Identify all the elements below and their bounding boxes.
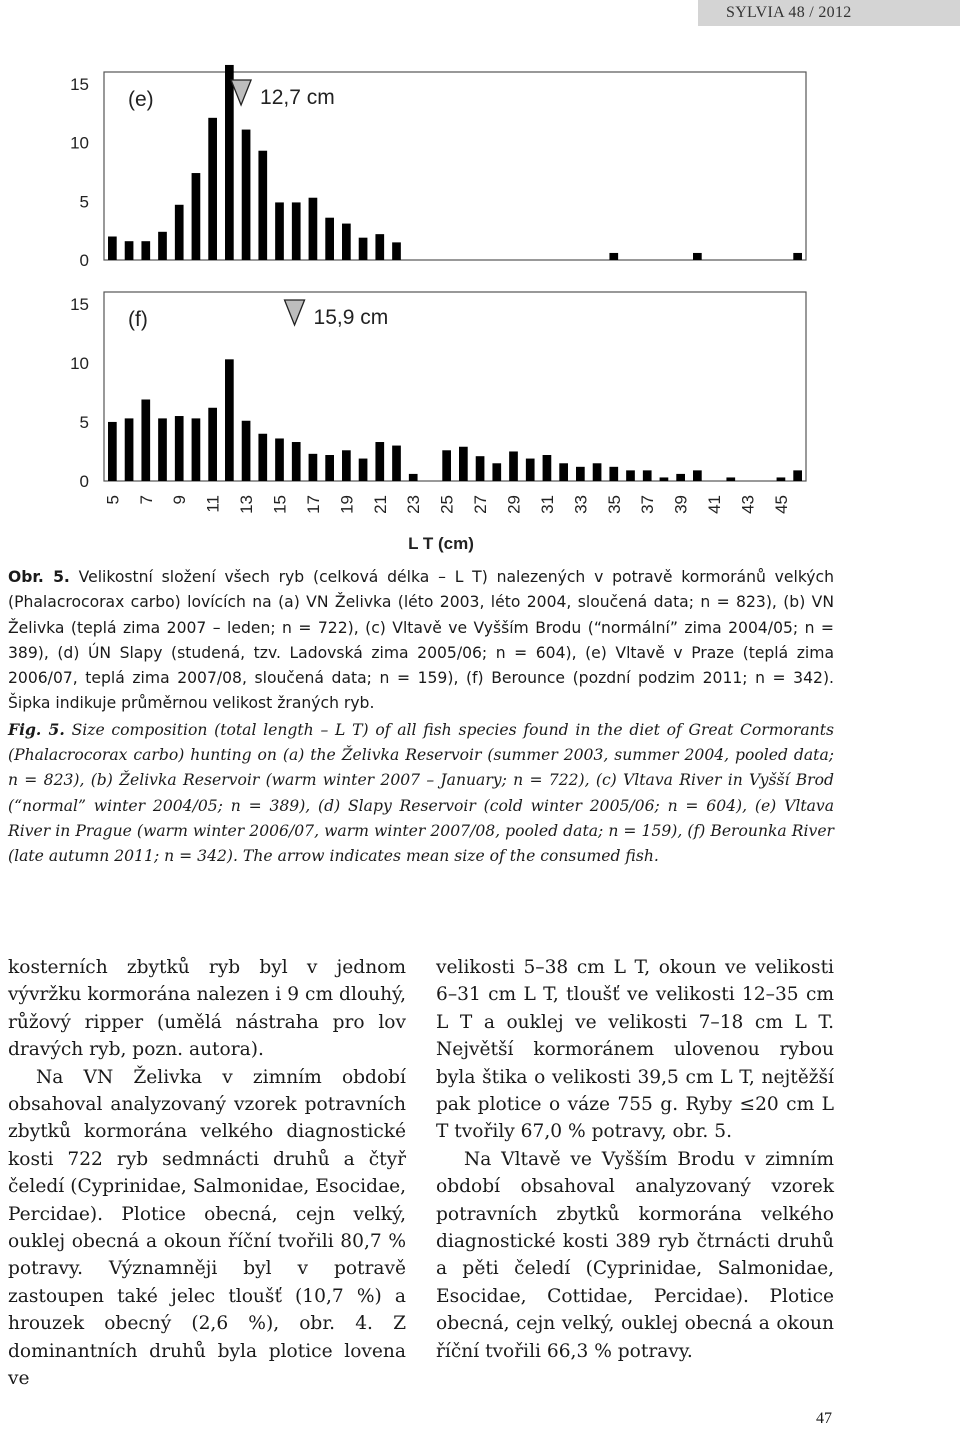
y-tick-label: 0 — [79, 472, 89, 491]
figure-caption — [8, 565, 834, 870]
x-tick-label: 23 — [404, 495, 424, 514]
bar — [192, 418, 201, 481]
caption-en-text: Size composition (total length – L T) of all fish species found in the diet of Great Cormorants (Phalacrocorax carbo) hunting on (a) the Želivka Reservoir (summer 2003, summer 2004, pooled data; n = 823), (b) Želivka Reservoir (warm winter 2007 – January; n = 722), (c) Vltava River in Vyšší Brod (“normal” winter 2004/05; n = 389), (d) Slapy Reservoir (cold winter 2005/06; n = 604), (e) Vltava River in Prague (warm winter 2006/07, warm winter 2007/08, pooled data; n = 159), (f) Berounka River (late autumn 2011; n = 342). The arrow indicates mean size of the consumed fish. — [8, 720, 834, 866]
bar — [275, 438, 284, 481]
bar — [626, 470, 635, 481]
bar — [309, 454, 318, 481]
body-paragraph: Na Vltavě ve Vyšším Brodu v zimním období obsahoval analyzovaný vzorek potravních zbytků kormorána velkého diagnostické kosti 389 ryb čtrnácti druhů a pěti čeledí (Cyprinidae, Salmonidae, Esocidae, Cottidae, Percidae). Plotice obecná, cejn velký, ouklej obecná a okoun říční tvořili 66,3 % potravy. — [436, 1148, 834, 1362]
chart-f — [70, 292, 806, 553]
y-tick-label: 5 — [79, 192, 89, 212]
x-tick-label: 5 — [103, 495, 123, 505]
y-tick-label: 10 — [70, 353, 89, 373]
mean-arrow-icon — [285, 300, 305, 325]
bar — [175, 416, 184, 481]
bar — [258, 151, 267, 260]
x-tick-label: 21 — [370, 495, 390, 514]
bar — [375, 442, 384, 481]
x-tick-label: 11 — [203, 495, 223, 513]
body-column-left — [8, 954, 406, 1393]
bar — [309, 198, 318, 260]
bar — [208, 118, 217, 260]
body-paragraph: kosterních zbytků ryb byl v jednom vývržku kormorána nalezen i 9 cm dlouhý, růžový ripper (umělá nástraha pro lov dravých ryb, pozn. autora). — [8, 957, 406, 1061]
bar — [125, 241, 134, 260]
bar — [576, 467, 585, 481]
x-tick-label: 7 — [136, 495, 156, 505]
y-tick-label: 5 — [79, 412, 89, 432]
bar — [392, 242, 401, 260]
bar — [409, 474, 418, 481]
bar — [793, 253, 802, 260]
caption-en-label: Fig. 5. — [8, 719, 65, 739]
caption-cz-text: Velikostní složení všech ryb (celková délka – L T) nalezených v potravě kormoránů velkých (Phalacrocorax carbo) lovících na (a) VN Želivka (léto 2003, léto 2004, sloučená data; n = 823), (b) VN Želivka (teplá zima 2007 – leden; n = 722), (c) Vltavě ve Vyšším Brodu (“normální” zima 2004/05; n = 389), (d) ÚN Slapy (studená, tzv. Ladovská zima 2005/06; n = 604), (e) Vltavě v Praze (teplá zima 2006/07, teplá zima 2007/08, sloučená data; n = 159), (f) Berounce (pozdní podzim 2011; n = 342). Šipka indikuje průměrnou velikost žraných ryb. — [8, 568, 834, 713]
bar — [359, 238, 368, 260]
x-tick-label: 29 — [504, 495, 524, 514]
bar — [325, 455, 334, 481]
bar — [108, 422, 117, 481]
mean-arrow-icon — [231, 80, 251, 105]
caption-cz-label: Obr. 5. — [8, 568, 70, 586]
chart-e — [70, 65, 806, 270]
body-paragraph: velikosti 5–38 cm L T, okoun ve velikosti 6–31 cm L T, tloušť ve velikosti 12–35 cm L T a ouklej ve velikosti 7–18 cm L T. Největší kormoránem ulovenou rybou byla štika o velikosti 39,5 cm L T, nejtěžší pak plotice o váze 755 g. Ryby ≤20 cm L T tvořily 67,0 % potravy, obr. 5. — [436, 957, 834, 1143]
bar — [543, 455, 552, 481]
body-paragraph: Na VN Želivka v zimním období obsahoval analyzovaný vzorek potravních zbytků kormorána velkého diagnostické kosti 722 ryb sedmnácti druhů a čtyř čeledí (Cyprinidae, Salmonidae, Esocidae, Percidae). Plotice obecná, cejn velký, ouklej obecná a okoun říční tvořili 80,7 % potravy. Významněji byl v potravě zastoupen také jelec tloušť (10,7 %) a hrouzek obecný (2,6 %), obr. 4. Z dominantních druhů byla plotice lovena ve — [8, 1066, 406, 1390]
body-column-right — [436, 954, 834, 1365]
x-tick-label: 17 — [303, 495, 323, 514]
x-axis-label: L T (cm) — [408, 534, 474, 553]
x-tick-label: 45 — [771, 495, 791, 514]
y-tick-label: 0 — [79, 251, 89, 270]
bar — [192, 173, 201, 260]
bar — [526, 459, 535, 481]
bar — [660, 477, 669, 481]
bar — [242, 421, 251, 481]
bar — [158, 418, 167, 481]
y-tick-label: 15 — [70, 74, 89, 94]
bar — [375, 234, 384, 260]
x-tick-label: 31 — [537, 495, 557, 514]
bar — [258, 434, 267, 481]
panel-label: (f) — [128, 308, 148, 331]
x-tick-label: 25 — [437, 495, 457, 514]
bar — [476, 456, 485, 481]
bar — [275, 202, 284, 260]
x-tick-label: 41 — [705, 495, 725, 514]
bar — [559, 463, 568, 481]
x-tick-label: 39 — [671, 495, 691, 514]
x-tick-label: 43 — [738, 495, 758, 514]
bar — [325, 218, 334, 260]
bar — [225, 65, 234, 260]
bar — [175, 205, 184, 260]
x-tick-label: 27 — [471, 495, 491, 514]
bar — [509, 451, 518, 481]
bar — [609, 467, 618, 481]
bar — [442, 450, 451, 481]
bar — [125, 418, 134, 481]
x-tick-label: 35 — [604, 495, 624, 514]
bar — [342, 224, 351, 260]
bar — [593, 463, 602, 481]
panel-label: (e) — [128, 88, 154, 111]
bar — [359, 459, 368, 481]
mean-label: 15,9 cm — [313, 306, 389, 329]
bar — [141, 399, 150, 481]
bar — [292, 442, 301, 481]
bar — [777, 477, 786, 481]
bar — [392, 446, 401, 481]
bar — [793, 470, 802, 481]
x-tick-label: 9 — [170, 495, 190, 505]
bar — [459, 447, 468, 481]
y-tick-label: 15 — [70, 294, 89, 314]
bar — [158, 232, 167, 260]
bar — [208, 408, 217, 481]
bar — [292, 202, 301, 260]
figure-5-charts — [0, 0, 960, 560]
bar — [242, 130, 251, 260]
bar — [141, 241, 150, 260]
x-tick-label: 33 — [571, 495, 591, 514]
bar — [342, 450, 351, 481]
x-tick-label: 19 — [337, 495, 357, 514]
page-number: 47 — [816, 1410, 832, 1427]
bar — [108, 237, 117, 261]
bar — [225, 359, 234, 481]
mean-label: 12,7 cm — [260, 86, 335, 109]
journal-header: SYLVIA 48 / 2012 — [698, 0, 960, 26]
bar — [492, 463, 501, 481]
bar — [609, 253, 618, 260]
bar — [726, 477, 735, 481]
x-tick-label: 15 — [270, 495, 290, 514]
bar — [676, 474, 685, 481]
bar — [643, 470, 652, 481]
bar — [693, 470, 702, 481]
x-tick-label: 13 — [237, 495, 257, 514]
y-tick-label: 10 — [70, 133, 89, 153]
x-tick-label: 37 — [638, 495, 658, 514]
bar — [693, 253, 702, 260]
